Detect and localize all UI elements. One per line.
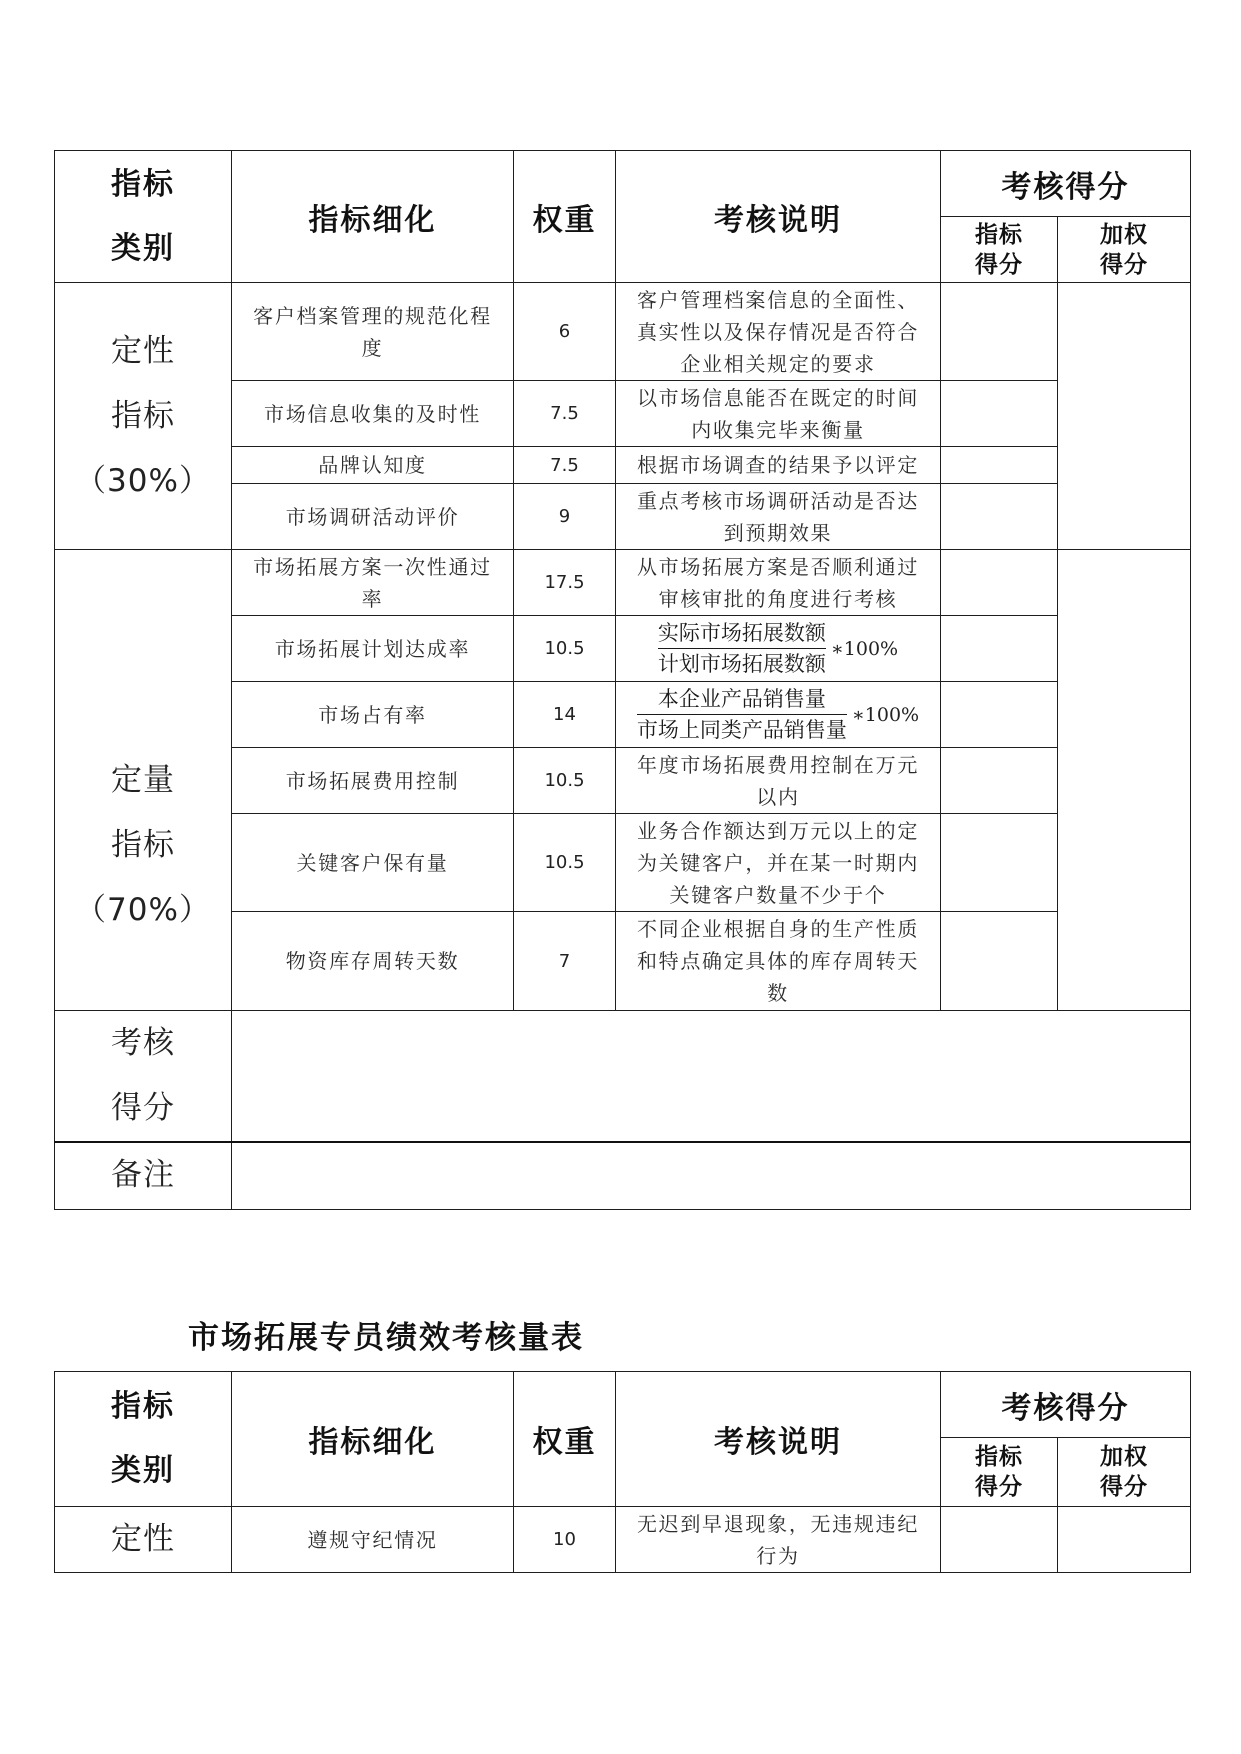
score-header: 考核得分 — [941, 151, 1191, 217]
formula-suffix: ∗100% — [851, 703, 920, 726]
fraction-denominator: 市场上同类产品销售量 — [637, 714, 847, 745]
weight-header: 权重 — [514, 1372, 616, 1507]
formula-suffix: ∗100% — [830, 637, 899, 660]
indicator-row — [55, 550, 1191, 616]
category-line: 指标 — [111, 397, 175, 434]
detail-header: 指标细化 — [232, 1372, 514, 1507]
category-cell — [55, 1507, 232, 1573]
remarks-value-cell — [232, 1142, 1191, 1209]
index-score-header — [941, 1438, 1058, 1507]
weight-cell: 10.5 — [514, 748, 616, 814]
score-header: 考核得分 — [941, 1372, 1191, 1438]
category-line: 定量 — [111, 761, 175, 798]
category-header-line: 指标 — [111, 1389, 175, 1424]
weight-cell: 17.5 — [514, 550, 616, 616]
description-cell: 以市场信息能否在既定的时间内收集完毕来衡量 — [616, 381, 941, 447]
detail-cell: 客户档案管理的规范化程度 — [232, 283, 514, 381]
weight-cell: 14 — [514, 682, 616, 748]
index-score-cell — [941, 748, 1058, 814]
total-score-label-line: 得分 — [111, 1090, 175, 1126]
detail-cell: 市场拓展方案一次性通过率 — [232, 550, 514, 616]
header-row — [55, 1372, 1191, 1438]
header-row — [55, 151, 1191, 217]
total-score-label-line: 考核 — [111, 1025, 175, 1061]
weighted-score-header — [1058, 217, 1191, 283]
index-score-cell — [941, 912, 1058, 1011]
description-header: 考核说明 — [616, 151, 941, 283]
weight-cell: 7.5 — [514, 381, 616, 447]
index-score-header-line: 指标 — [975, 1444, 1023, 1470]
index-score-cell — [941, 283, 1058, 381]
index-score-cell — [941, 447, 1058, 484]
index-score-header-line: 指标 — [975, 221, 1023, 248]
table2-title: 市场拓展专员绩效考核量表 — [188, 1320, 584, 1356]
detail-cell: 遵规守纪情况 — [232, 1507, 514, 1573]
detail-cell: 市场调研活动评价 — [232, 484, 514, 550]
description-cell: 业务合作额达到万元以上的定为关键客户，并在某一时期内关键客户数量不少于个 — [616, 814, 941, 912]
description-cell — [616, 616, 941, 682]
category-line: 指标 — [111, 826, 175, 863]
category-header-line: 类别 — [111, 230, 175, 266]
weight-cell: 9 — [514, 484, 616, 550]
specialist-performance-table — [54, 1371, 1191, 1573]
index-score-header-line: 得分 — [975, 251, 1023, 278]
fraction — [658, 618, 826, 679]
index-score-header-line: 得分 — [975, 1474, 1023, 1500]
fraction — [637, 684, 847, 745]
formula — [658, 618, 898, 679]
category-line: （30%） — [75, 462, 211, 499]
detail-cell: 物资库存周转天数 — [232, 912, 514, 1011]
category-line: （70%） — [75, 891, 211, 928]
category-header — [55, 151, 232, 283]
index-score-cell — [941, 550, 1058, 616]
description-cell — [616, 682, 941, 748]
description-cell: 不同企业根据自身的生产性质和特点确定具体的库存周转天数 — [616, 912, 941, 1011]
weight-cell: 7.5 — [514, 447, 616, 484]
remarks-row — [55, 1142, 1191, 1209]
weighted-score-cell — [1058, 550, 1191, 1011]
weighted-score-header-line: 加权 — [1100, 221, 1148, 248]
index-score-cell — [941, 1507, 1058, 1573]
indicator-row — [55, 283, 1191, 381]
performance-table — [54, 150, 1191, 1210]
category-line: 定性 — [111, 1521, 175, 1557]
weighted-score-header-line: 得分 — [1100, 251, 1148, 278]
weighted-score-header-line: 得分 — [1100, 1474, 1148, 1500]
weight-header: 权重 — [514, 151, 616, 283]
index-score-cell — [941, 616, 1058, 682]
formula — [637, 684, 919, 745]
description-cell: 年度市场拓展费用控制在万元以内 — [616, 748, 941, 814]
total-score-row — [55, 1011, 1191, 1143]
detail-cell: 市场拓展计划达成率 — [232, 616, 514, 682]
remarks-label-text: 备注 — [111, 1157, 175, 1194]
weight-cell: 10.5 — [514, 814, 616, 912]
weighted-score-cell — [1058, 283, 1191, 550]
weighted-score-header-line: 加权 — [1100, 1444, 1148, 1470]
weighted-score-header — [1058, 1438, 1191, 1507]
qualitative-category-cell — [55, 283, 232, 550]
quantitative-category-cell — [55, 550, 232, 1011]
description-cell: 重点考核市场调研活动是否达到预期效果 — [616, 484, 941, 550]
detail-cell: 关键客户保有量 — [232, 814, 514, 912]
weight-cell: 10.5 — [514, 616, 616, 682]
index-score-cell — [941, 484, 1058, 550]
category-header-line: 类别 — [111, 1453, 175, 1488]
fraction-numerator: 实际市场拓展数额 — [657, 621, 826, 645]
description-header: 考核说明 — [616, 1372, 941, 1507]
index-score-cell — [941, 814, 1058, 912]
index-score-cell — [941, 682, 1058, 748]
detail-header: 指标细化 — [232, 151, 514, 283]
description-cell: 根据市场调查的结果予以评定 — [616, 447, 941, 484]
detail-cell: 市场拓展费用控制 — [232, 748, 514, 814]
detail-cell: 市场信息收集的及时性 — [232, 381, 514, 447]
index-score-header — [941, 217, 1058, 283]
category-header-line: 指标 — [111, 166, 175, 202]
category-header — [55, 1372, 232, 1507]
category-line: 定性 — [111, 332, 175, 369]
indicator-row — [55, 1507, 1191, 1573]
description-cell: 客户管理档案信息的全面性、真实性以及保存情况是否符合企业相关规定的要求 — [616, 283, 941, 381]
fraction-numerator: 本企业产品销售量 — [657, 687, 826, 711]
detail-cell: 品牌认知度 — [232, 447, 514, 484]
fraction-denominator: 计划市场拓展数额 — [658, 648, 826, 679]
description-cell: 无迟到早退现象，无违规违纪行为 — [616, 1507, 941, 1573]
weighted-score-cell — [1058, 1507, 1191, 1573]
weight-cell: 6 — [514, 283, 616, 381]
detail-cell: 市场占有率 — [232, 682, 514, 748]
total-score-value-cell — [232, 1011, 1191, 1143]
weight-cell: 10 — [514, 1507, 616, 1573]
index-score-cell — [941, 381, 1058, 447]
weight-cell: 7 — [514, 912, 616, 1011]
total-score-label — [55, 1011, 232, 1143]
description-cell: 从市场拓展方案是否顺利通过审核审批的角度进行考核 — [616, 550, 941, 616]
remarks-label — [55, 1142, 232, 1209]
